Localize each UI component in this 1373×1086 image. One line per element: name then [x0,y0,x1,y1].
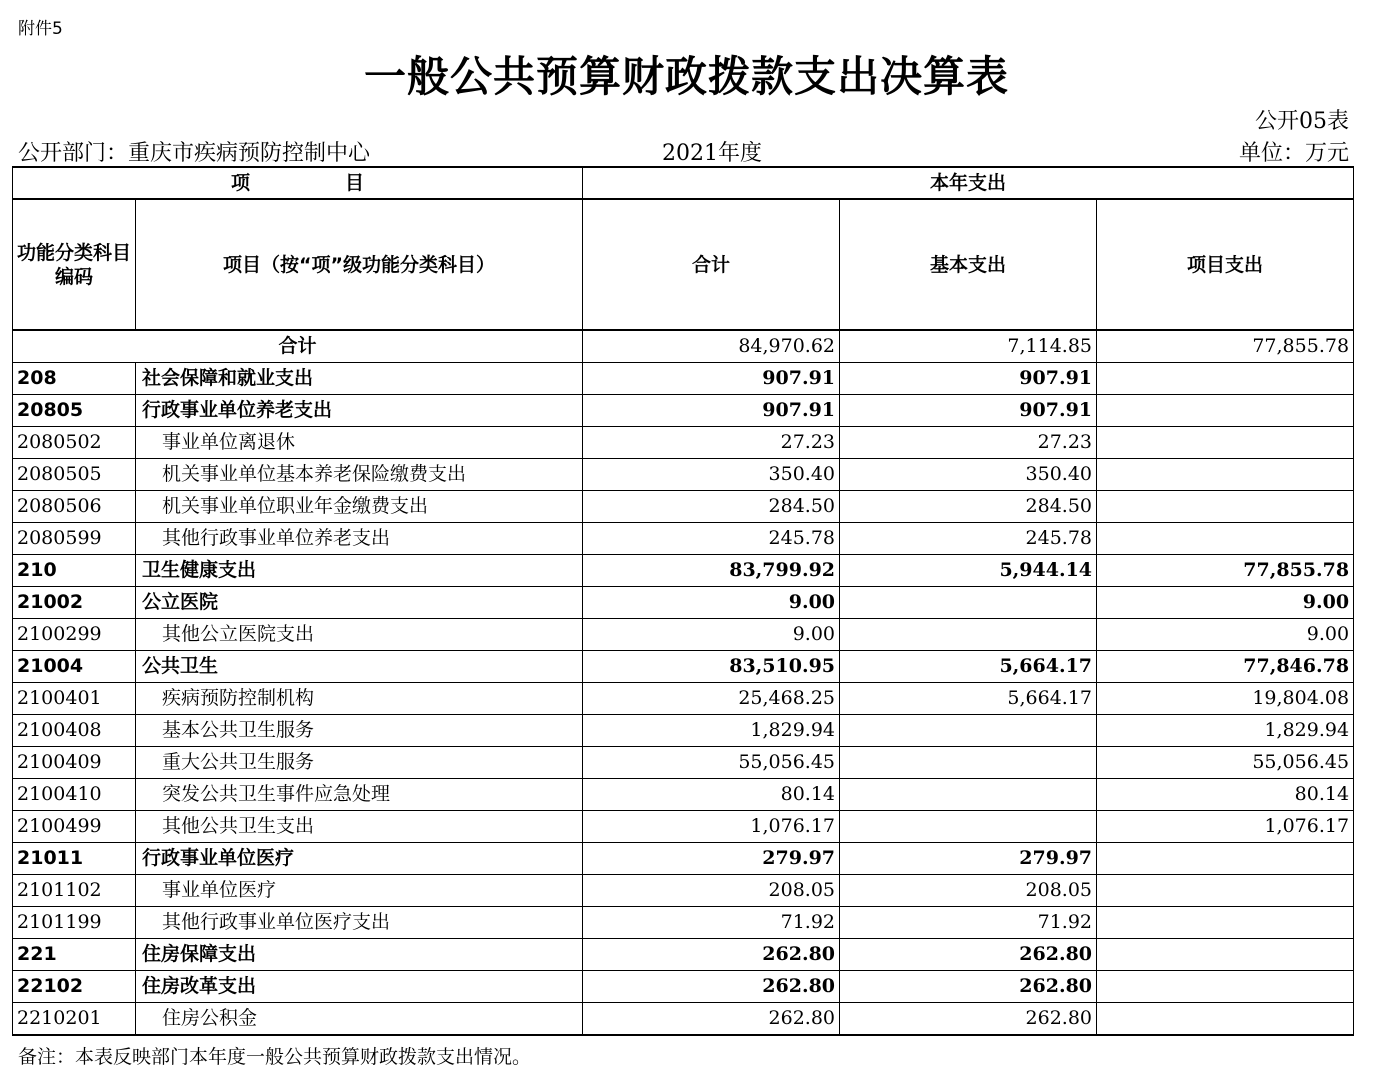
total-project: 77,855.78 [1097,330,1354,363]
table-row [13,779,1354,811]
row-total: 71.92 [583,907,840,939]
row-code: 2100408 [13,715,136,747]
row-code: 22102 [13,971,136,1003]
meta-row [18,136,1349,166]
table-row [13,971,1354,1003]
header-expense-group: 本年支出 [583,167,1354,199]
row-code: 2100401 [13,683,136,715]
row-basic [840,619,1097,651]
row-basic: 208.05 [840,875,1097,907]
row-total: 83,510.95 [583,651,840,683]
row-name: 社会保障和就业支出 [136,363,583,395]
table-row [13,715,1354,747]
row-total: 262.80 [583,939,840,971]
row-basic [840,715,1097,747]
table-row [13,395,1354,427]
row-project [1097,1003,1354,1036]
row-project [1097,875,1354,907]
row-project [1097,523,1354,555]
row-total: 83,799.92 [583,555,840,587]
row-code: 2080505 [13,459,136,491]
row-code: 2101102 [13,875,136,907]
table-number: 公开05表 [1255,109,1349,134]
row-name: 机关事业单位基本养老保险缴费支出 [136,459,583,491]
header-row-group [13,167,1354,199]
row-basic: 27.23 [840,427,1097,459]
row-code: 2100499 [13,811,136,843]
total-row [13,330,1354,363]
row-total: 907.91 [583,363,840,395]
footnote: 备注：本表反映部门本年度一般公共预算财政拨款支出情况。 [18,1046,532,1068]
row-project [1097,843,1354,875]
table-row [13,875,1354,907]
row-name: 事业单位离退休 [136,427,583,459]
row-project: 55,056.45 [1097,747,1354,779]
row-code: 2101199 [13,907,136,939]
table-row [13,363,1354,395]
row-basic: 5,664.17 [840,683,1097,715]
row-total: 25,468.25 [583,683,840,715]
table-row [13,811,1354,843]
table-row [13,587,1354,619]
table-row [13,491,1354,523]
department-label: 公开部门：重庆市疾病预防控制中心 [18,141,371,166]
row-name: 其他公共卫生支出 [136,811,583,843]
row-code: 2080599 [13,523,136,555]
row-name: 其他行政事业单位养老支出 [136,523,583,555]
row-basic: 262.80 [840,939,1097,971]
row-code: 21004 [13,651,136,683]
row-total: 279.97 [583,843,840,875]
row-name: 卫生健康支出 [136,555,583,587]
table-row [13,747,1354,779]
row-total: 350.40 [583,459,840,491]
header-name: 项目（按“项”级功能分类科目） [136,199,583,330]
unit-label: 单位：万元 [1238,141,1349,166]
header-row-columns [13,199,1354,330]
row-total: 9.00 [583,587,840,619]
row-code: 210 [13,555,136,587]
table-row [13,939,1354,971]
row-name: 疾病预防控制机构 [136,683,583,715]
table-row [13,619,1354,651]
row-total: 27.23 [583,427,840,459]
row-basic: 907.91 [840,363,1097,395]
row-total: 245.78 [583,523,840,555]
table-row [13,555,1354,587]
row-basic: 350.40 [840,459,1097,491]
header-basic: 基本支出 [840,199,1097,330]
row-project: 80.14 [1097,779,1354,811]
row-basic [840,747,1097,779]
row-basic [840,811,1097,843]
row-name: 住房改革支出 [136,971,583,1003]
row-name: 行政事业单位养老支出 [136,395,583,427]
row-project: 9.00 [1097,587,1354,619]
total-total: 84,970.62 [583,330,840,363]
row-name: 机关事业单位职业年金缴费支出 [136,491,583,523]
row-code: 21011 [13,843,136,875]
row-basic: 262.80 [840,1003,1097,1036]
row-basic [840,587,1097,619]
row-name: 行政事业单位医疗 [136,843,583,875]
row-name: 重大公共卫生服务 [136,747,583,779]
header-code: 功能分类科目编码 [13,199,136,330]
row-project [1097,971,1354,1003]
row-name: 事业单位医疗 [136,875,583,907]
row-total: 284.50 [583,491,840,523]
row-total: 262.80 [583,1003,840,1036]
row-code: 2100410 [13,779,136,811]
table-row [13,683,1354,715]
row-code: 2080506 [13,491,136,523]
row-name: 住房保障支出 [136,939,583,971]
row-basic: 245.78 [840,523,1097,555]
header-total: 合计 [583,199,840,330]
row-name: 突发公共卫生事件应急处理 [136,779,583,811]
attachment-label: 附件5 [18,19,63,39]
row-basic: 907.91 [840,395,1097,427]
row-name: 公立医院 [136,587,583,619]
row-code: 21002 [13,587,136,619]
row-name: 基本公共卫生服务 [136,715,583,747]
row-name: 其他行政事业单位医疗支出 [136,907,583,939]
row-code: 2080502 [13,427,136,459]
row-project [1097,491,1354,523]
table-row [13,459,1354,491]
fiscal-year: 2021年度 [662,141,762,166]
row-code: 221 [13,939,136,971]
row-basic: 5,664.17 [840,651,1097,683]
row-project: 1,829.94 [1097,715,1354,747]
row-code: 2100409 [13,747,136,779]
row-total: 208.05 [583,875,840,907]
row-code: 2210201 [13,1003,136,1036]
table-row [13,523,1354,555]
row-basic: 284.50 [840,491,1097,523]
row-code: 2100299 [13,619,136,651]
total-basic: 7,114.85 [840,330,1097,363]
row-project: 77,846.78 [1097,651,1354,683]
row-project: 1,076.17 [1097,811,1354,843]
row-basic: 5,944.14 [840,555,1097,587]
row-code: 20805 [13,395,136,427]
row-total: 80.14 [583,779,840,811]
row-total: 1,829.94 [583,715,840,747]
row-project [1097,459,1354,491]
header-project: 项目支出 [1097,199,1354,330]
total-label: 合计 [13,330,583,363]
row-name: 住房公积金 [136,1003,583,1036]
row-project [1097,939,1354,971]
row-basic: 71.92 [840,907,1097,939]
table-row [13,907,1354,939]
row-total: 55,056.45 [583,747,840,779]
table-row [13,843,1354,875]
row-name: 公共卫生 [136,651,583,683]
row-project [1097,427,1354,459]
row-total: 1,076.17 [583,811,840,843]
table-row [13,427,1354,459]
row-basic: 279.97 [840,843,1097,875]
table-row [13,651,1354,683]
row-basic [840,779,1097,811]
row-code: 208 [13,363,136,395]
row-total: 262.80 [583,971,840,1003]
row-total: 9.00 [583,619,840,651]
expenditure-table [12,166,1354,1036]
row-project: 9.00 [1097,619,1354,651]
row-project [1097,907,1354,939]
row-project [1097,395,1354,427]
row-project: 77,855.78 [1097,555,1354,587]
table-row [13,1003,1354,1036]
page-title: 一般公共预算财政拨款支出决算表 [363,52,1009,101]
header-project-group: 项 目 [13,167,583,199]
row-basic: 262.80 [840,971,1097,1003]
row-project: 19,804.08 [1097,683,1354,715]
row-project [1097,363,1354,395]
row-total: 907.91 [583,395,840,427]
row-name: 其他公立医院支出 [136,619,583,651]
